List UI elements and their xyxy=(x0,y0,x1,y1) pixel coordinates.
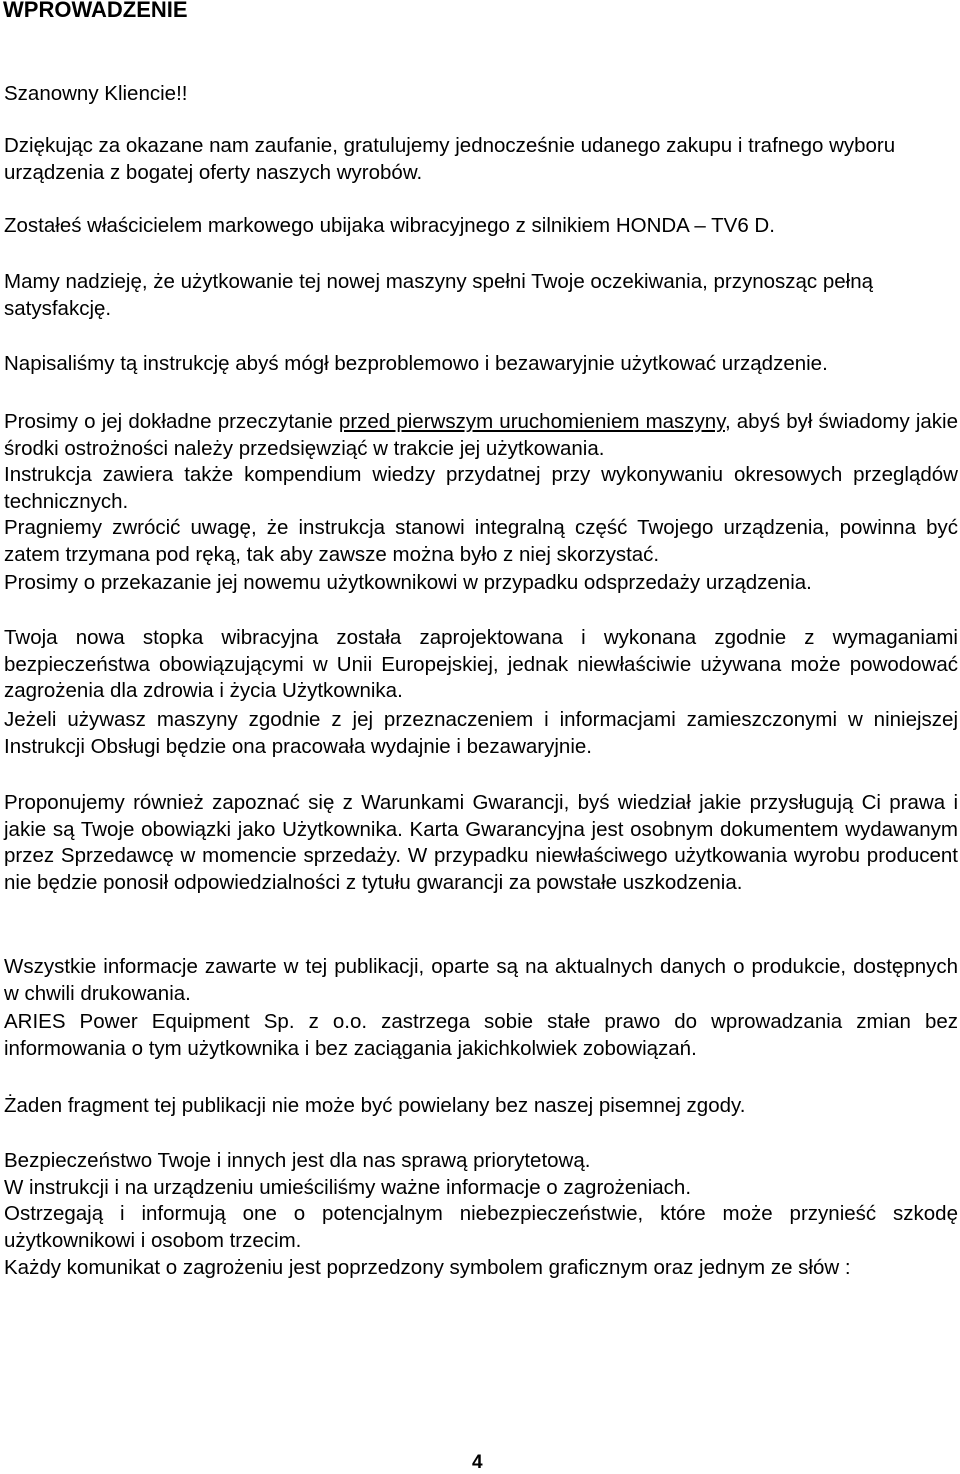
paragraph-safety-priority: Bezpieczeństwo Twoje i innych jest dla nas sprawą priorytetową. xyxy=(4,1149,591,1172)
paragraph-please-read: Prosimy o jej dokładne przeczytanie przed pierwszym uruchomieniem maszyny, abyś był świadomy jakie środki ostrożności należy przedsięwziąć w trakcie jej użytkowania. xyxy=(4,410,958,460)
paragraph-hazard-info: W instrukcji i na urządzeniu umieściliśmy ważne informacje o zagrożeniach. xyxy=(4,1176,692,1199)
paragraph-hope: Mamy nadzieję, że użytkowanie tej nowej maszyny spełni Twoje oczekiwania, przynosząc pełną satysfakcję. xyxy=(4,270,874,320)
paragraph-hazard-message: Każdy komunikat o zagrożeniu jest poprzedzony symbolem graficznym oraz jednym ze słów : xyxy=(4,1256,851,1279)
paragraph-safety-design: Twoja nowa stopka wibracyjna została zaprojektowana i wykonana zgodnie z wymaganiami bezpieczeństwa obowiązującymi w Unii Europejskiej, jednak niewłaściwie używana może powodować zagrożenia dla zdrowia i życia Użytkownika. xyxy=(4,626,958,702)
paragraph-changes-reserved: ARIES Power Equipment Sp. z o.o. zastrzega sobie stałe prawo do wprowadzania zmian bez informowania o tym użytkownika i bez zaciągania jakichkolwiek zobowiązań. xyxy=(4,1010,958,1060)
paragraph-proper-use: Jeżeli używasz maszyny zgodnie z jej przeznaczeniem i informacjami zamieszczonymi w niniejszej Instrukcji Obsługi będzie ona pracowała wydajnie i bezawaryjnie. xyxy=(4,708,958,758)
paragraph-pass-on: Prosimy o przekazanie jej nowemu użytkownikowi w przypadku odsprzedaży urządzenia. xyxy=(4,571,812,594)
paragraph-copyright: Żaden fragment tej publikacji nie może być powielany bez naszej pisemnej zgody. xyxy=(4,1094,746,1117)
page-title: WPROWADZENIE xyxy=(3,0,188,22)
page-number: 4 xyxy=(472,1452,483,1473)
paragraph-integral: Pragniemy zwrócić uwagę, że instrukcja stanowi integralną część Twojego urządzenia, powinna być zatem trzymana pod ręką, tak aby zawsze można było z niej skorzystać. xyxy=(4,516,958,566)
paragraph-thanks: Dziękując za okazane nam zaufanie, gratulujemy jednocześnie udanego zakupu i trafnego wyboru urządzenia z bogatej oferty naszych wyrobów. xyxy=(4,134,896,184)
paragraph-warranty: Proponujemy również zapoznać się z Warunkami Gwarancji, byś wiedział jakie przysługują Ci prawa i jakie są Twoje obowiązki jako Użytkownika. Karta Gwarancyjna jest osobnym dokumentem wydawanym przez Sprzedawcę w momencie sprzedaży. W przypadku niewłaściwego użytkowania wyrobu producent nie będzie ponosił odpowiedzialności z tytułu gwarancji za powstałe uszkodzenia. xyxy=(4,791,958,894)
paragraph-compendium: Instrukcja zawiera także kompendium wiedzy przydatnej przy wykonywaniu okresowych przeglądów technicznych. xyxy=(4,463,958,513)
paragraph-owner: Zostałeś właścicielem markowego ubijaka wibracyjnego z silnikiem HONDA – TV6 D. xyxy=(4,214,775,237)
greeting: Szanowny Kliencie!! xyxy=(4,82,188,105)
paragraph-written: Napisaliśmy tą instrukcję abyś mógł bezproblemowo i bezawaryjnie użytkować urządzenie. xyxy=(4,352,828,375)
underlined-phrase: przed pierwszym uruchomieniem maszyny xyxy=(338,410,725,433)
paragraph-information: Wszystkie informacje zawarte w tej publikacji, oparte są na aktualnych danych o produkcie, dostępnych w chwili drukowania. xyxy=(4,955,958,1005)
paragraph-warn-inform: Ostrzegają i informują one o potencjalnym niebezpieczeństwie, które może przynieść szkodę użytkownikowi i osobom trzecim. xyxy=(4,1202,958,1252)
